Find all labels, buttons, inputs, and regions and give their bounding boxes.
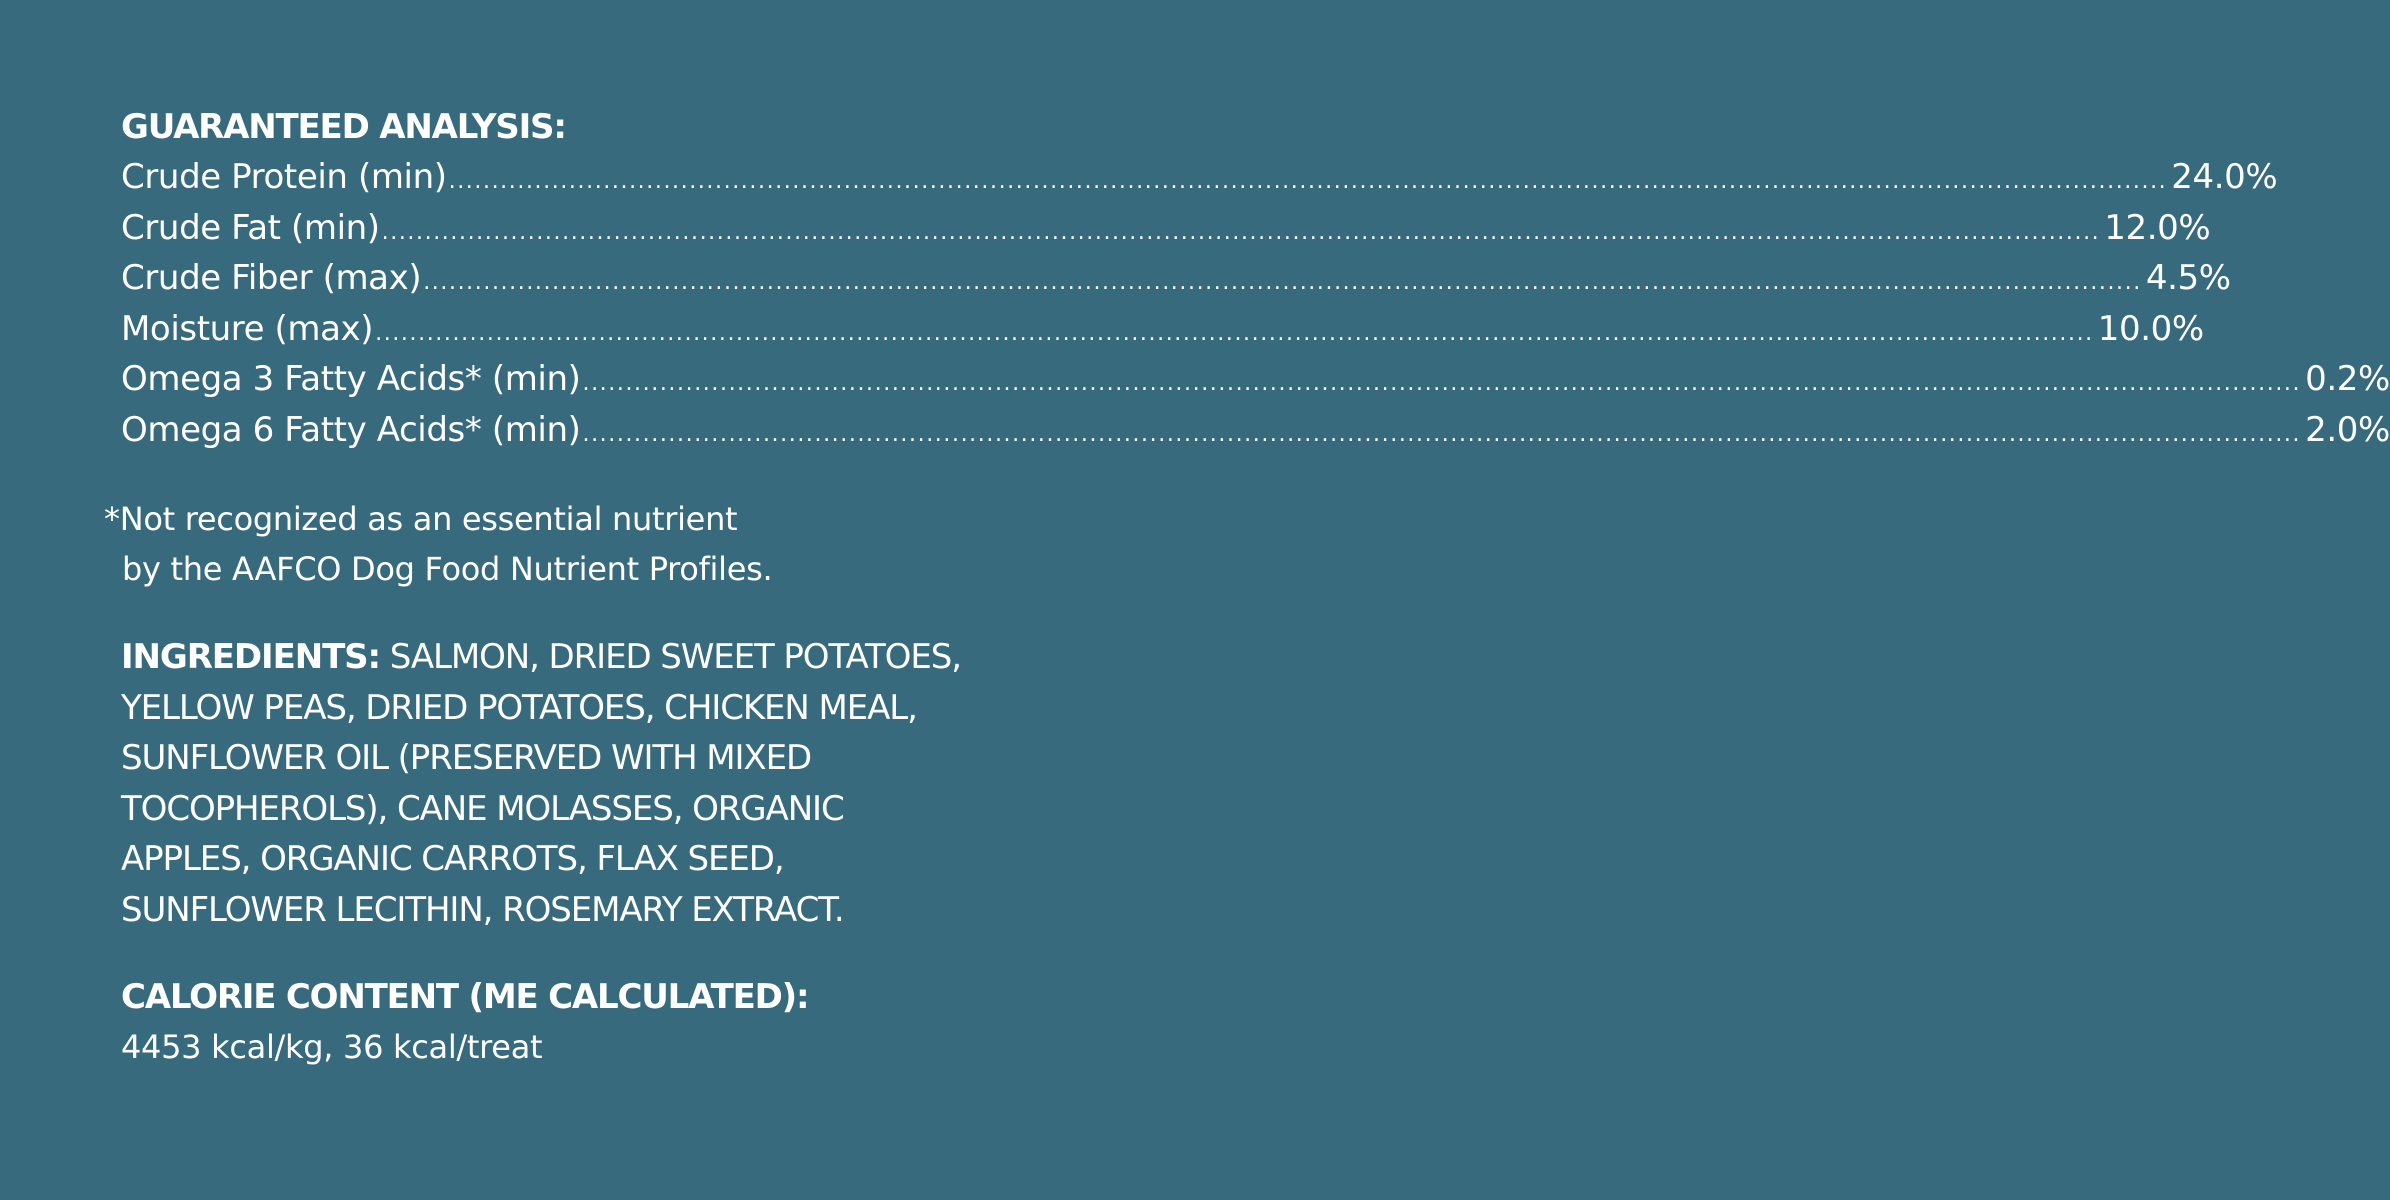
- analysis-row-value: 0.2%: [2305, 359, 2390, 399]
- analysis-row-value: 10.0%: [2097, 308, 2204, 349]
- analysis-row: [121, 253, 2231, 304]
- dot-leader: ........................................................................................................................................................................................................: [375, 320, 2094, 346]
- ingredients-block: [121, 632, 1081, 935]
- ingredients-line-3: SUNFLOWER OIL (PRESERVED WITH MIXED: [121, 738, 812, 778]
- analysis-row: [121, 203, 2211, 254]
- analysis-row-value: 2.0%: [2305, 409, 2390, 450]
- ingredients-text: SALMON, DRIED SWEET POTATOES,: [389, 637, 961, 677]
- analysis-row-name: Moisture (max): [121, 308, 374, 349]
- analysis-row-name: Omega 6 Fatty Acids* (min): [121, 409, 581, 450]
- dot-leader: ........................................................................................................................................................................................................: [423, 270, 2142, 295]
- analysis-row: [121, 354, 2390, 405]
- analysis-row-name: Omega 3 Fatty Acids* (min): [121, 359, 581, 399]
- ingredients-line-2: YELLOW PEAS, DRIED POTATOES, CHICKEN MEAL,: [121, 687, 917, 728]
- analysis-row: [121, 304, 2204, 355]
- guaranteed-analysis-table: [121, 152, 2390, 455]
- analysis-row-value: 12.0%: [2104, 207, 2211, 248]
- ingredients-line-1: [121, 632, 1081, 683]
- ingredients-line-4: TOCOPHEROLS), CANE MOLASSES, ORGANIC: [121, 788, 844, 829]
- analysis-row: [121, 405, 2390, 456]
- dot-leader: ........................................................................................................................................................................................................: [448, 169, 2168, 194]
- footnote-line-1: *Not recognized as an essential nutrient: [104, 500, 738, 538]
- analysis-row-value: 4.5%: [2145, 258, 2231, 298]
- calorie-content-heading: CALORIE CONTENT (ME CALCULATED):: [121, 977, 809, 1017]
- dot-leader: ........................................................................................................................................................................................................: [582, 371, 2302, 396]
- ingredients-line-5: APPLES, ORGANIC CARROTS, FLAX SEED,: [121, 839, 784, 879]
- dot-leader: ........................................................................................................................................................................................................: [582, 421, 2302, 447]
- aafco-footnote: [104, 494, 772, 594]
- ingredients-heading: INGREDIENTS:: [121, 637, 381, 677]
- dot-leader: ........................................................................................................................................................................................................: [381, 219, 2101, 245]
- calorie-content-value: 4453 kcal/kg, 36 kcal/treat: [121, 1028, 543, 1066]
- footnote-line-2: by the AAFCO Dog Food Nutrient Profiles.: [122, 550, 773, 588]
- analysis-row: [121, 152, 2278, 203]
- ingredients-line-6: SUNFLOWER LECITHIN, ROSEMARY EXTRACT.: [121, 889, 844, 930]
- analysis-row-name: Crude Fiber (max): [121, 258, 422, 298]
- guaranteed-analysis-heading: GUARANTEED ANALYSIS:: [121, 107, 566, 147]
- analysis-row-name: Crude Fat (min): [121, 207, 380, 248]
- analysis-row-name: Crude Protein (min): [121, 157, 447, 197]
- analysis-row-value: 24.0%: [2171, 157, 2278, 197]
